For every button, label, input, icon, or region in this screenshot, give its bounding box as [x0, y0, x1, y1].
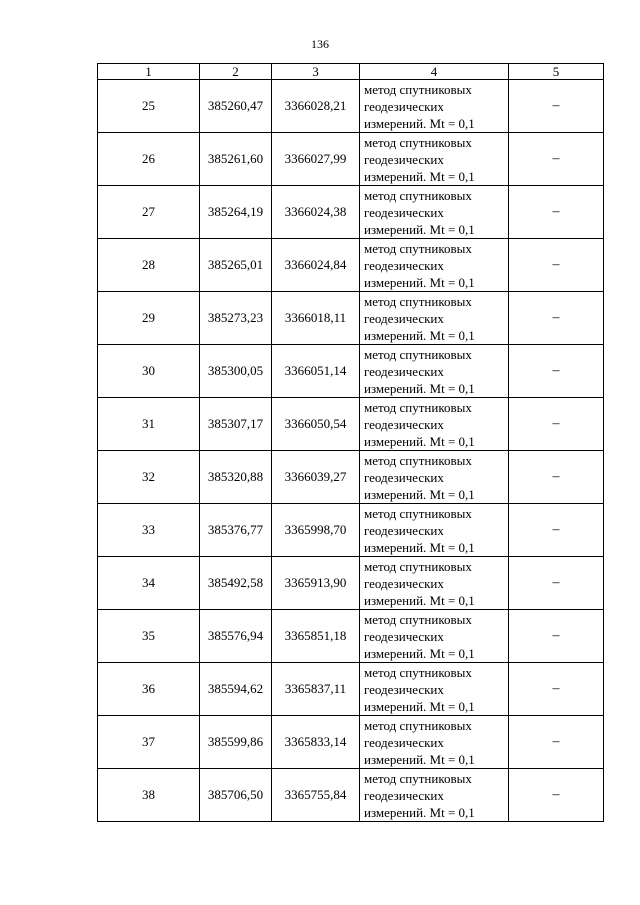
point-number: 30 [98, 345, 200, 398]
method-line: измерений. Mt = 0,1 [364, 486, 475, 502]
method-line: геодезических [364, 681, 444, 697]
point-number: 37 [98, 716, 200, 769]
remark-dash: – [509, 557, 604, 610]
header-col-5: 5 [509, 64, 604, 80]
table-row [98, 186, 604, 239]
point-number: 31 [98, 398, 200, 451]
coord-y: 3366024,38 [272, 186, 360, 239]
remark-dash: – [509, 663, 604, 716]
method-line: геодезических [364, 310, 444, 326]
method-description [360, 186, 509, 239]
table-body [98, 80, 604, 822]
coord-y: 3366051,14 [272, 345, 360, 398]
coord-y: 3366028,21 [272, 80, 360, 133]
coord-y: 3366018,11 [272, 292, 360, 345]
method-line: измерений. Mt = 0,1 [364, 645, 475, 661]
point-number: 35 [98, 610, 200, 663]
remark-dash: – [509, 239, 604, 292]
coord-x: 385260,47 [200, 80, 272, 133]
method-description [360, 80, 509, 133]
coord-y: 3365837,11 [272, 663, 360, 716]
method-line: геодезических [364, 469, 444, 485]
table-row [98, 663, 604, 716]
remark-dash: – [509, 80, 604, 133]
table-row [98, 769, 604, 822]
table-row [98, 451, 604, 504]
coordinates-table [97, 63, 604, 822]
method-line: геодезических [364, 416, 444, 432]
point-number: 26 [98, 133, 200, 186]
table-row [98, 133, 604, 186]
method-line: метод спутниковых [364, 346, 472, 362]
method-line: измерений. Mt = 0,1 [364, 698, 475, 714]
coord-x: 385376,77 [200, 504, 272, 557]
remark-dash: – [509, 292, 604, 345]
coord-y: 3365998,70 [272, 504, 360, 557]
method-line: геодезических [364, 151, 444, 167]
coord-y: 3365833,14 [272, 716, 360, 769]
coord-y: 3365755,84 [272, 769, 360, 822]
header-col-4: 4 [360, 64, 509, 80]
remark-dash: – [509, 133, 604, 186]
method-line: метод спутниковых [364, 611, 472, 627]
method-line: измерений. Mt = 0,1 [364, 115, 475, 131]
method-line: метод спутниковых [364, 81, 472, 97]
coord-x: 385265,01 [200, 239, 272, 292]
remark-dash: – [509, 610, 604, 663]
point-number: 28 [98, 239, 200, 292]
method-line: геодезических [364, 522, 444, 538]
coord-x: 385492,58 [200, 557, 272, 610]
page-number: 136 [311, 37, 329, 51]
table-row [98, 292, 604, 345]
method-line: метод спутниковых [364, 240, 472, 256]
coord-x: 385706,50 [200, 769, 272, 822]
remark-dash: – [509, 451, 604, 504]
point-number: 32 [98, 451, 200, 504]
method-line: измерений. Mt = 0,1 [364, 804, 475, 820]
method-line: измерений. Mt = 0,1 [364, 539, 475, 555]
method-line: измерений. Mt = 0,1 [364, 168, 475, 184]
method-line: измерений. Mt = 0,1 [364, 274, 475, 290]
method-description [360, 239, 509, 292]
table-row [98, 80, 604, 133]
method-line: геодезических [364, 787, 444, 803]
table-row [98, 345, 604, 398]
coord-x: 385576,94 [200, 610, 272, 663]
header-col-3: 3 [272, 64, 360, 80]
method-line: измерений. Mt = 0,1 [364, 221, 475, 237]
coord-x: 385264,19 [200, 186, 272, 239]
method-line: метод спутниковых [364, 293, 472, 309]
method-line: геодезических [364, 257, 444, 273]
method-line: измерений. Mt = 0,1 [364, 327, 475, 343]
method-line: метод спутниковых [364, 187, 472, 203]
point-number: 27 [98, 186, 200, 239]
coord-y: 3366050,54 [272, 398, 360, 451]
coord-x: 385594,62 [200, 663, 272, 716]
coord-y: 3366027,99 [272, 133, 360, 186]
coord-x: 385307,17 [200, 398, 272, 451]
method-description [360, 769, 509, 822]
table-row [98, 716, 604, 769]
method-line: измерений. Mt = 0,1 [364, 380, 475, 396]
method-line: метод спутниковых [364, 558, 472, 574]
point-number: 25 [98, 80, 200, 133]
method-line: геодезических [364, 734, 444, 750]
coord-y: 3365913,90 [272, 557, 360, 610]
method-description [360, 292, 509, 345]
method-line: метод спутниковых [364, 717, 472, 733]
header-col-1: 1 [98, 64, 200, 80]
method-description [360, 451, 509, 504]
method-description [360, 716, 509, 769]
method-line: измерений. Mt = 0,1 [364, 433, 475, 449]
point-number: 29 [98, 292, 200, 345]
coord-y: 3365851,18 [272, 610, 360, 663]
point-number: 38 [98, 769, 200, 822]
method-line: геодезических [364, 363, 444, 379]
method-description [360, 345, 509, 398]
method-line: геодезических [364, 575, 444, 591]
table-row [98, 398, 604, 451]
method-description [360, 398, 509, 451]
remark-dash: – [509, 345, 604, 398]
method-line: геодезических [364, 204, 444, 220]
table-row [98, 557, 604, 610]
method-description [360, 663, 509, 716]
point-number: 34 [98, 557, 200, 610]
coord-x: 385273,23 [200, 292, 272, 345]
header-col-2: 2 [200, 64, 272, 80]
remark-dash: – [509, 716, 604, 769]
method-line: метод спутниковых [364, 134, 472, 150]
method-line: метод спутниковых [364, 664, 472, 680]
remark-dash: – [509, 186, 604, 239]
method-description [360, 557, 509, 610]
method-line: метод спутниковых [364, 399, 472, 415]
coord-x: 385261,60 [200, 133, 272, 186]
method-line: геодезических [364, 628, 444, 644]
coord-x: 385300,05 [200, 345, 272, 398]
coord-x: 385320,88 [200, 451, 272, 504]
method-line: измерений. Mt = 0,1 [364, 592, 475, 608]
coord-y: 3366039,27 [272, 451, 360, 504]
method-description [360, 504, 509, 557]
remark-dash: – [509, 769, 604, 822]
table-row [98, 610, 604, 663]
table-header-row [98, 64, 604, 80]
coord-x: 385599,86 [200, 716, 272, 769]
method-line: метод спутниковых [364, 770, 472, 786]
table-row [98, 239, 604, 292]
point-number: 33 [98, 504, 200, 557]
method-description [360, 133, 509, 186]
coord-y: 3366024,84 [272, 239, 360, 292]
point-number: 36 [98, 663, 200, 716]
method-line: метод спутниковых [364, 505, 472, 521]
method-line: метод спутниковых [364, 452, 472, 468]
table-row [98, 504, 604, 557]
method-line: геодезических [364, 98, 444, 114]
remark-dash: – [509, 398, 604, 451]
remark-dash: – [509, 504, 604, 557]
method-line: измерений. Mt = 0,1 [364, 751, 475, 767]
method-description [360, 610, 509, 663]
